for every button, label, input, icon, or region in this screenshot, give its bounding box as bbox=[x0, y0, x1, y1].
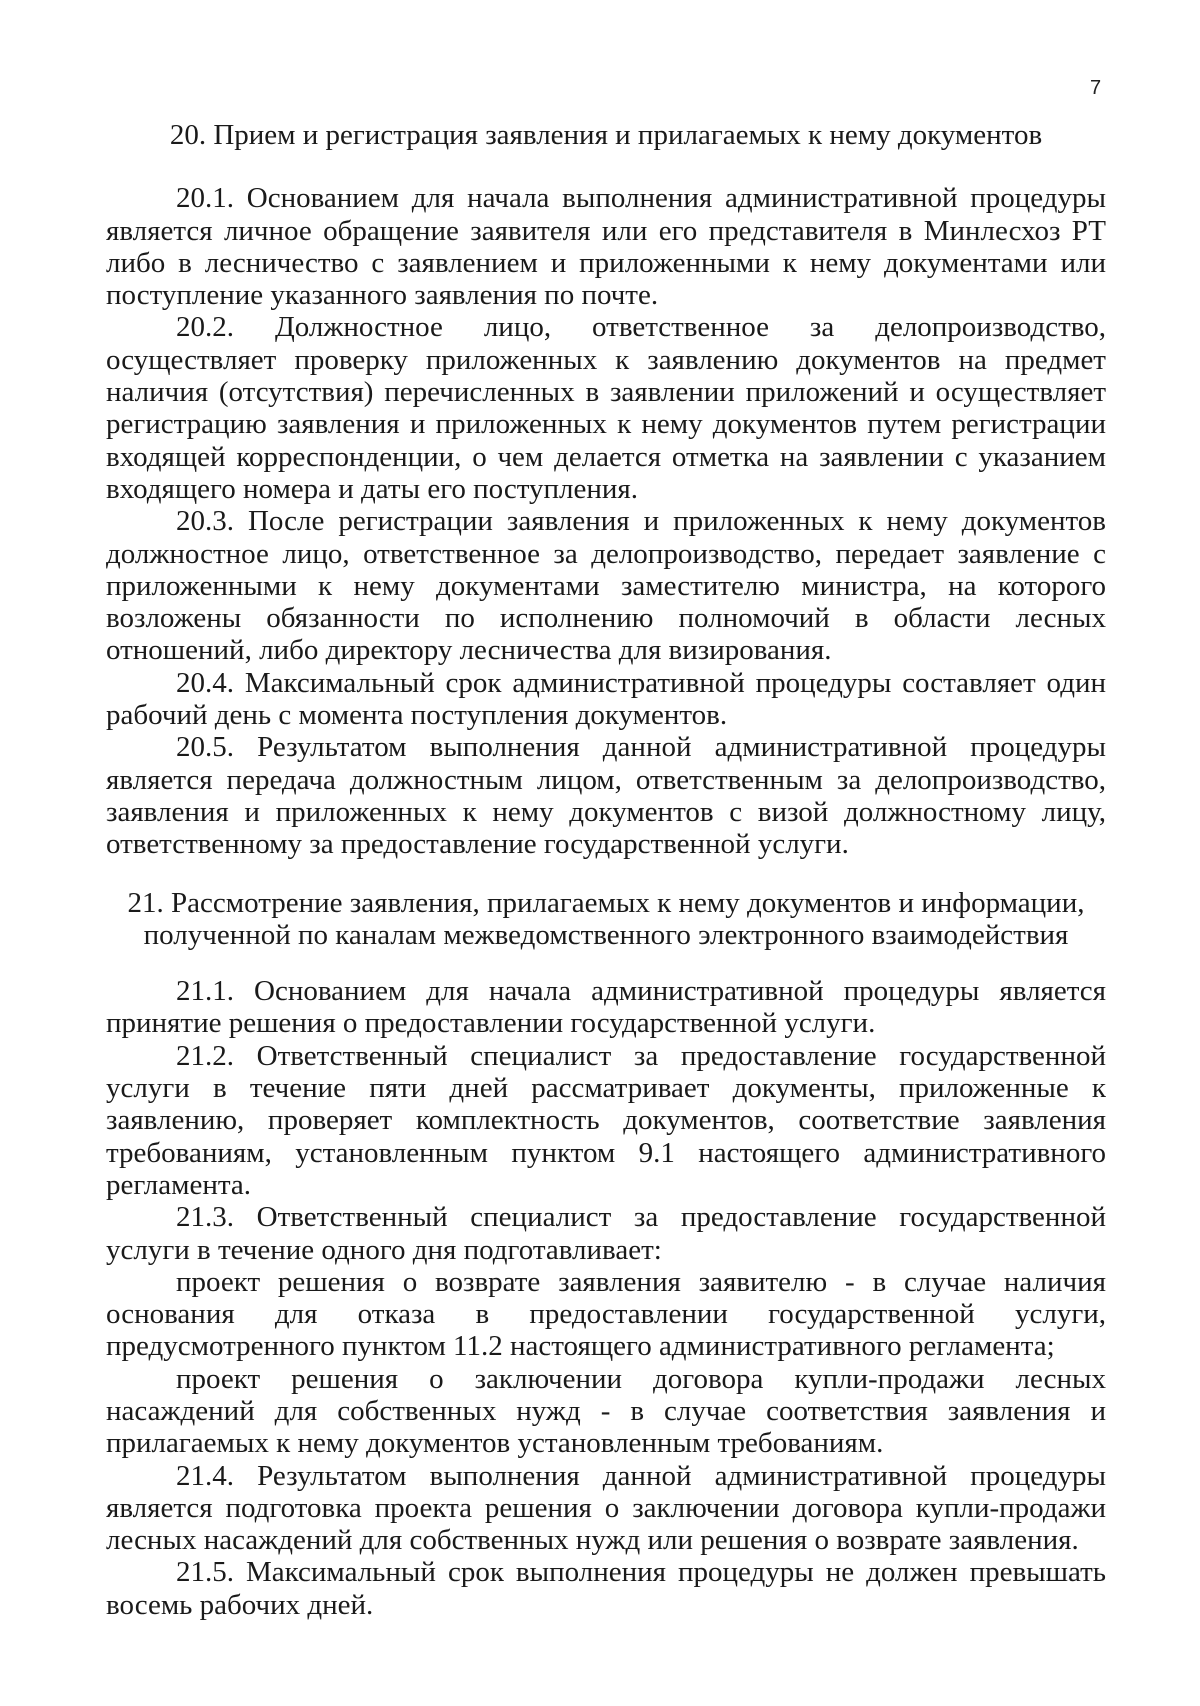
spacer bbox=[106, 951, 1106, 975]
paragraph-20-1: 20.1. Основанием для начала выполнения административной процедуры является личное обращение заявителя или его представителя в Минлесхоз РТ либо в лесничество с заявлением и приложенными к нему документами или поступление указанного заявления по почте. bbox=[106, 182, 1106, 312]
paragraph-21-3-item-1: проект решения о возврате заявления заявителю - в случае наличия основания для отказа в предоставлении государственной услуги, предусмотренного пунктом 11.2 настоящего административного регламента; bbox=[106, 1265, 1106, 1363]
section-21-heading-line-1: 21. Рассмотрение заявления, прилагаемых к нему документов и информации, bbox=[127, 886, 1085, 919]
paragraph-20-5: 20.5. Результатом выполнения данной административной процедуры является передача должностным лицом, ответственным за делопроизводство, заявления и приложенных к нему документов с визой должностному лицу, ответственному за предоставление государственной услуги. bbox=[106, 731, 1106, 861]
paragraph-21-3-item-2: проект решения о заключении договора купли-продажи лесных насаждений для собственных нужд - в случае соответствия заявления и прилагаемых к нему документов установленным требованиям. bbox=[106, 1362, 1106, 1460]
paragraph-21-1: 21.1. Основанием для начала административной процедуры является принятие решения о предоставлении государственной услуги. bbox=[106, 975, 1106, 1040]
paragraph-20-4: 20.4. Максимальный срок административной процедуры составляет один рабочий день с момента поступления документов. bbox=[106, 666, 1106, 732]
paragraph-21-2: 21.2. Ответственный специалист за предоставление государственной услуги в течение пяти дней рассматривает документы, приложенные к заявлению, проверяет комплектность документов, соответствие заявления требованиям, установленным пунктом 9.1 настоящего административного регламента. bbox=[106, 1039, 1106, 1201]
section-20-heading: 20. Прием и регистрация заявления и прилагаемых к нему документов bbox=[169, 119, 1043, 151]
paragraph-21-5: 21.5. Максимальный срок выполнения процедуры не должен превышать восемь рабочих дней. bbox=[106, 1556, 1106, 1621]
spacer bbox=[106, 861, 1106, 887]
paragraph-21-4: 21.4. Результатом выполнения данной административной процедуры является подготовка проекта решения о заключении договора купли-продажи лесных насаждений для собственных нужд или решения о возврате заявления. bbox=[106, 1459, 1106, 1557]
paragraph-21-3: 21.3. Ответственный специалист за предоставление государственной услуги в течение одного дня подготавливает: bbox=[106, 1201, 1106, 1266]
document-body bbox=[106, 119, 1106, 1621]
section-21-heading-line-2: полученной по каналам межведомственного электронного взаимодействия bbox=[143, 918, 1069, 951]
page-number: 7 bbox=[1090, 77, 1102, 99]
spacer bbox=[106, 151, 1106, 182]
paragraph-20-3: 20.3. После регистрации заявления и приложенных к нему документов должностное лицо, ответственное за делопроизводство, передает заявление с приложенными к нему документами заместителю министра, на которого возложены обязанности по исполнению полномочий в области лесных отношений, либо директору лесничества для визирования. bbox=[106, 505, 1106, 667]
paragraph-20-2: 20.2. Должностное лицо, ответственное за делопроизводство, осуществляет проверку приложенных к заявлению документов на предмет наличия (отсутствия) перечисленных в заявлении приложений и осуществляет регистрацию заявления и приложенных к нему документов путем регистрации входящей корреспонденции, о чем делается отметка на заявлении с указанием входящего номера и даты его поступления. bbox=[106, 311, 1106, 505]
